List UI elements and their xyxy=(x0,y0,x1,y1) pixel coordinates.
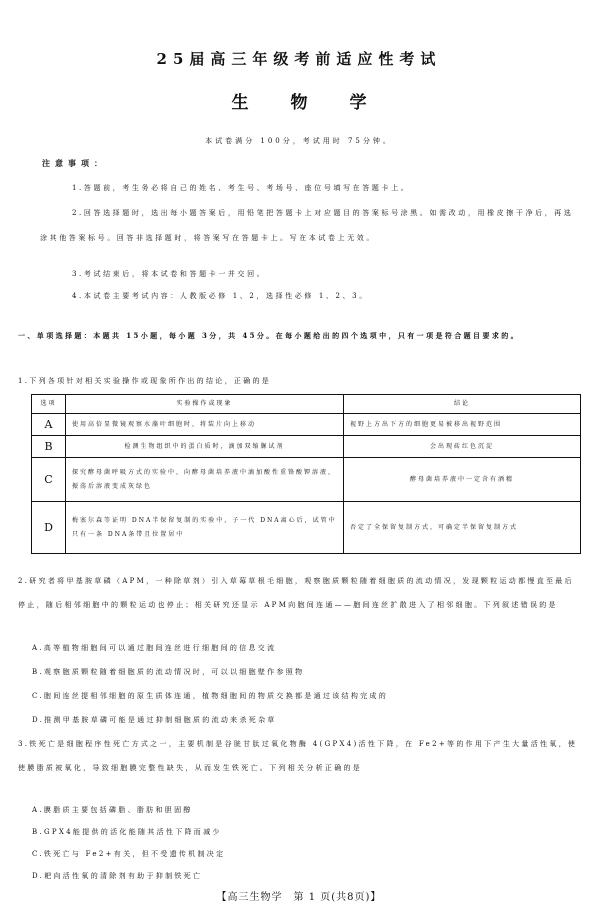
question-2-option-a: A.高等植物细胞间可以通过胞间连丝进行细胞间的信息交流 xyxy=(32,644,277,652)
table-header-cell: 结论 xyxy=(344,395,581,414)
question-2-stem: 2.研究者将甲基胺草磷（APM，一种除草剂）引入草莓草根毛细胞，观察胞质颗粒随着细胞质的流动情况，发现颗粒运动都慢直至最后停止，随后相邻细胞中的颗粒运动也停止；相关研究还显示 APM向胞间连通——胞间连丝扩散进入了相邻细胞。下列叙述错误的是 xyxy=(18,577,574,609)
table-row xyxy=(32,502,581,554)
table-cell-conclusion: 会出现砖红色沉淀 xyxy=(344,436,581,458)
table-header-cell: 选项 xyxy=(32,395,66,414)
table-cell-option: D xyxy=(32,502,66,554)
note-item-2: 2.回答选择题时，选出每小题答案后，用铅笔把答题卡上对应题目的答案标号涂黑。如需改动，用橡皮擦干净后，再选涂其他答案标号。回答非选择题时，将答案写在答题卡上。写在本试卷上无效。 xyxy=(40,209,574,242)
question-2-option-d: D.推测甲基胺草磷可能是通过抑制细胞质的流动来杀死杂草 xyxy=(32,716,277,724)
table-header-cell: 实验操作或现象 xyxy=(66,395,344,414)
question-1-stem: 1.下列各项针对相关实验操作或现象所作出的结论，正确的是 xyxy=(18,377,272,385)
table-cell-operation: 探究酵母菌呼吸方式的实验中，向酵母菌培养液中滴加酸性重铬酸钾溶液，振荡后溶液变成灰绿色 xyxy=(66,458,344,502)
table-cell-operation: 使用高倍显微镜观察水藻叶细胞时，将装片向上移动 xyxy=(66,414,344,436)
note-item-1: 1.答题前，考生务必将自己的姓名、考生号、考场号、座位号填写在答题卡上。 xyxy=(72,184,411,192)
notes-heading: 注意事项： xyxy=(42,158,107,168)
table-cell-option: C xyxy=(32,458,66,502)
table-cell-option: A xyxy=(32,414,66,436)
table-cell-conclusion: 否定了全保留复制方式，可确定半保留复制方式 xyxy=(344,502,581,554)
question-2-option-c: C.胞间连丝提相邻细胞的原生质体连通，植物细胞间的物质交换都是通过该结构完成的 xyxy=(32,692,389,700)
question-3-option-d: D.耙向活性氧的清除剂有助于抑制铁死亡 xyxy=(32,872,203,880)
note-item-4: 4.本试卷主要考试内容：人教版必修 1、2，选择性必修 1、2、3。 xyxy=(72,292,369,300)
note-item-3: 3.考试结束后，将本试卷和答题卡一并交回。 xyxy=(72,270,267,278)
table-row xyxy=(32,436,581,458)
table-cell-conclusion: 酵母菌培养液中一定含有酒精 xyxy=(344,458,581,502)
table-row xyxy=(32,414,581,436)
question-3-option-c: C.铁死亡与 Fe2+有关，但不受遗传机制决定 xyxy=(32,850,226,858)
section-heading: 一、单项选择题：本题共 15小题，每小题 3分，共 45分。在每小题给出的四个选项中，只有一项是符合题目要求的。 xyxy=(18,331,521,340)
table-row xyxy=(32,458,581,502)
question-1-table xyxy=(31,394,581,554)
table-cell-conclusion: 视野上方出下方的细胞更易被移出视野范围 xyxy=(344,414,581,436)
exam-title: 25届高三年级考前适应性考试 xyxy=(156,50,442,68)
question-3-option-a: A.膜脂质主要包括磷脂、脂肪和胆固醇 xyxy=(32,806,193,814)
question-2-option-b: B.观察胞质颗粒随着细胞质的流动情况时，可以以细胞壁作参照物 xyxy=(32,668,305,676)
question-3-option-b: B.GPX4能提供的活化能随其活性下降而减少 xyxy=(32,828,222,836)
exam-info: 本试卷满分 100分，考试用时 75分钟。 xyxy=(205,137,393,145)
table-header-row xyxy=(32,395,581,414)
table-cell-operation: 检测生物组织中的蛋白质时，滴加双缩脲试剂 xyxy=(66,436,344,458)
table-cell-operation: 梅塞尔森等证明 DNA半保留复制的实验中，子一代 DNA离心后，试管中只有一条 DNA条带且位置居中 xyxy=(66,502,344,554)
subject-title: 生物学 xyxy=(231,93,409,113)
question-3-stem: 3.铁死亡是细胞程序性死亡方式之一，主要机制是谷胱甘肽过氧化物酶 4(GPX4)活性下降，在 Fe2+等的作用下产生大量活性氧，使使膜脂质被氧化，导致细胞膜完整性缺失，从而发生铁死亡。下列相关分析正确的是 xyxy=(18,740,578,772)
page-footer: 【高三生物学 第 1 页(共8页)】 xyxy=(216,892,382,903)
table-cell-option: B xyxy=(32,436,66,458)
